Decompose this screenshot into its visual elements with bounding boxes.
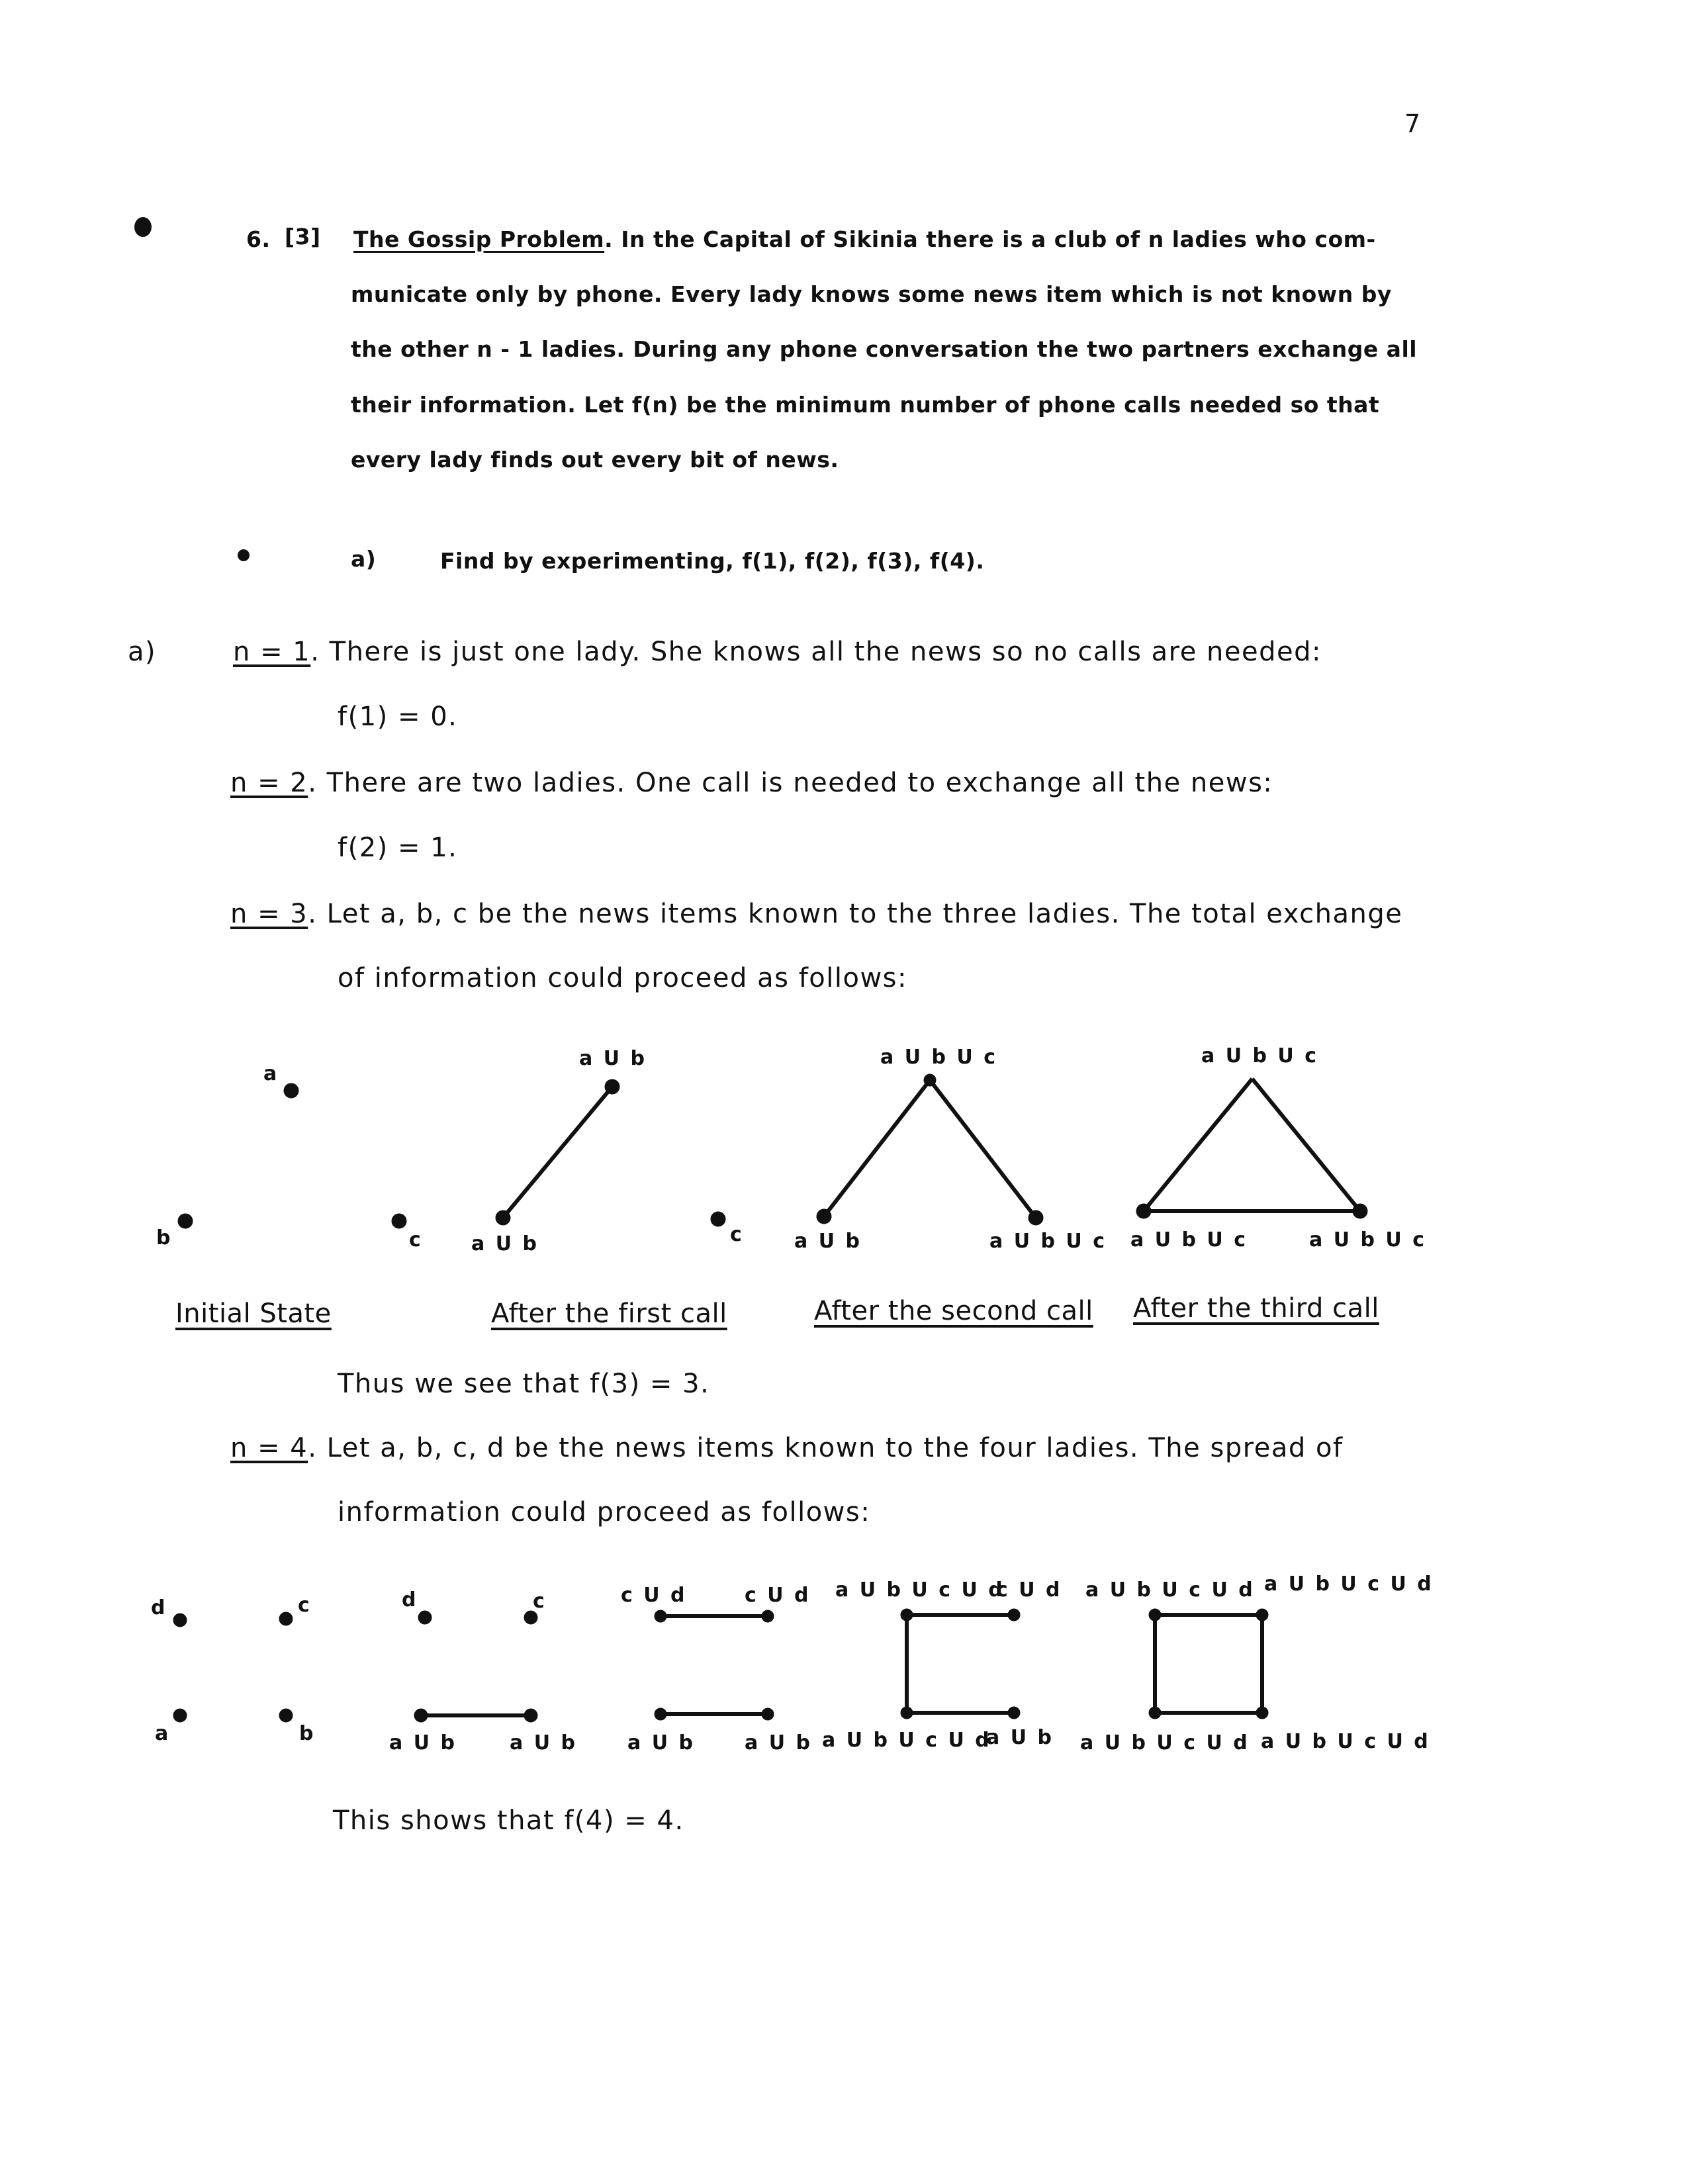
label-s0-b: b [299,1722,316,1745]
node-s4-tl [1149,1609,1161,1621]
n4-text: . Let a, b, c, d be the news items known to the four ladies. The spread of [308,1433,1344,1463]
label-first-top: a U b [579,1047,647,1070]
n4-conclusion: This shows that f(4) = 4. [333,1805,684,1836]
node-s2-bl [655,1708,666,1720]
label-s2-tr: c U d [745,1584,811,1607]
label-initial-a: a [263,1062,279,1085]
node-s4-tr [1256,1609,1268,1621]
problem-line-4: their information. Let f(n) be the minimum number of phone calls needed so that [351,392,1380,418]
label-s1-d: d [402,1588,418,1612]
label-s0-a: a [155,1722,171,1745]
label-s1-bl: a U b [389,1731,457,1754]
n3-conclusion: Thus we see that f(3) = 3. [338,1369,710,1399]
n1-text: . There is just one lady. She knows all the news so no calls are needed: [310,637,1322,667]
problem-title: The Gossip Problem [353,226,605,252]
problem-line-3: the other n - 1 ladies. During any phone conversation the two partners exchange all [351,336,1418,362]
caption-first-call: After the first call [491,1298,727,1329]
n4-head: n = 4 [230,1433,308,1463]
node-s0-c [279,1612,293,1625]
n3-head: n = 3 [230,899,308,929]
label-initial-b: b [156,1226,173,1250]
node-s2-tr [762,1610,774,1622]
n2-result: f(2) = 1. [338,833,458,863]
label-second-left: a U b [794,1230,862,1253]
n1-result: f(1) = 0. [338,702,458,732]
node-s0-b [279,1709,293,1722]
node-s3-br [1008,1707,1020,1719]
part-a-label: a) [351,546,377,572]
label-s4-tr: a U b U c U d [1264,1572,1434,1596]
label-s3-tr: c U d [996,1578,1062,1602]
label-initial-c: c [409,1228,423,1251]
caption-third-call: After the third call [1133,1293,1379,1324]
page-number: 7 [1404,109,1421,138]
node-s3-tr [1008,1609,1020,1621]
label-third-top: a U b U c [1201,1044,1318,1068]
problem-number: 6. [246,226,271,252]
label-second-right: a U b U c [989,1230,1107,1253]
label-s3-tl: a U b U c U d [835,1578,1005,1602]
label-first-c: c [730,1223,744,1246]
problem-points: [3] [285,224,321,250]
label-third-left: a U b U c [1130,1228,1248,1251]
problem-line-2: municate only by phone. Every lady knows some news item which is not known by [351,281,1392,307]
label-s0-d: d [151,1596,167,1619]
n3-line-2: of information could proceed as follows: [338,963,907,993]
label-s4-bl: a U b U c U d [1080,1731,1250,1754]
n2-head: n = 2 [230,768,308,798]
node-s2-br [762,1708,774,1720]
node-s3-tl [901,1609,913,1621]
node-s2-tl [655,1610,666,1622]
node-s1-bl [414,1709,428,1722]
label-s4-tl: a U b U c U d [1085,1578,1255,1602]
node-s4-bl [1149,1707,1161,1719]
n3-text: . Let a, b, c be the news items known to the three ladies. The total exchange [308,899,1403,929]
problem-line-1-text: . In the Capital of Sikinia there is a club of n ladies who com- [604,226,1376,252]
node-s1-c [524,1611,537,1624]
node-s1-d [418,1611,432,1624]
problem-line-5: every lady finds out every bit of news. [351,447,839,473]
label-s1-br: a U b [510,1731,577,1754]
edge-s4-square [1155,1615,1262,1713]
label-s1-c: c [533,1590,547,1613]
caption-initial-state: Initial State [175,1298,332,1329]
node-s0-d [173,1614,187,1627]
label-s2-bl: a U b [627,1731,695,1754]
node-s0-a [173,1709,187,1722]
label-first-bottom: a U b [471,1232,539,1255]
n1-head: n = 1 [233,637,311,667]
label-s2-br: a U b [745,1731,812,1754]
label-s3-br: a U b [986,1726,1054,1749]
label-s0-c: c [298,1594,312,1617]
n2-text: . There are two ladies. One call is needed to exchange all the news: [308,768,1273,798]
label-s4-br: a U b U c U d [1261,1730,1430,1753]
label-s2-tl: c U d [621,1584,687,1607]
answer-label: a) [128,637,157,667]
part-a-text: Find by experimenting, f(1), f(2), f(3), f(4). [440,548,985,574]
label-third-right: a U b U c [1309,1228,1426,1251]
node-s3-bl [901,1707,913,1719]
caption-second-call: After the second call [814,1296,1093,1326]
node-s4-br [1256,1707,1268,1719]
label-second-top: a U b U c [880,1046,997,1069]
node-s1-br [524,1709,537,1722]
label-s3-bl: a U b U c U d [822,1729,991,1752]
n4-line-2: information could proceed as follows: [338,1497,871,1527]
